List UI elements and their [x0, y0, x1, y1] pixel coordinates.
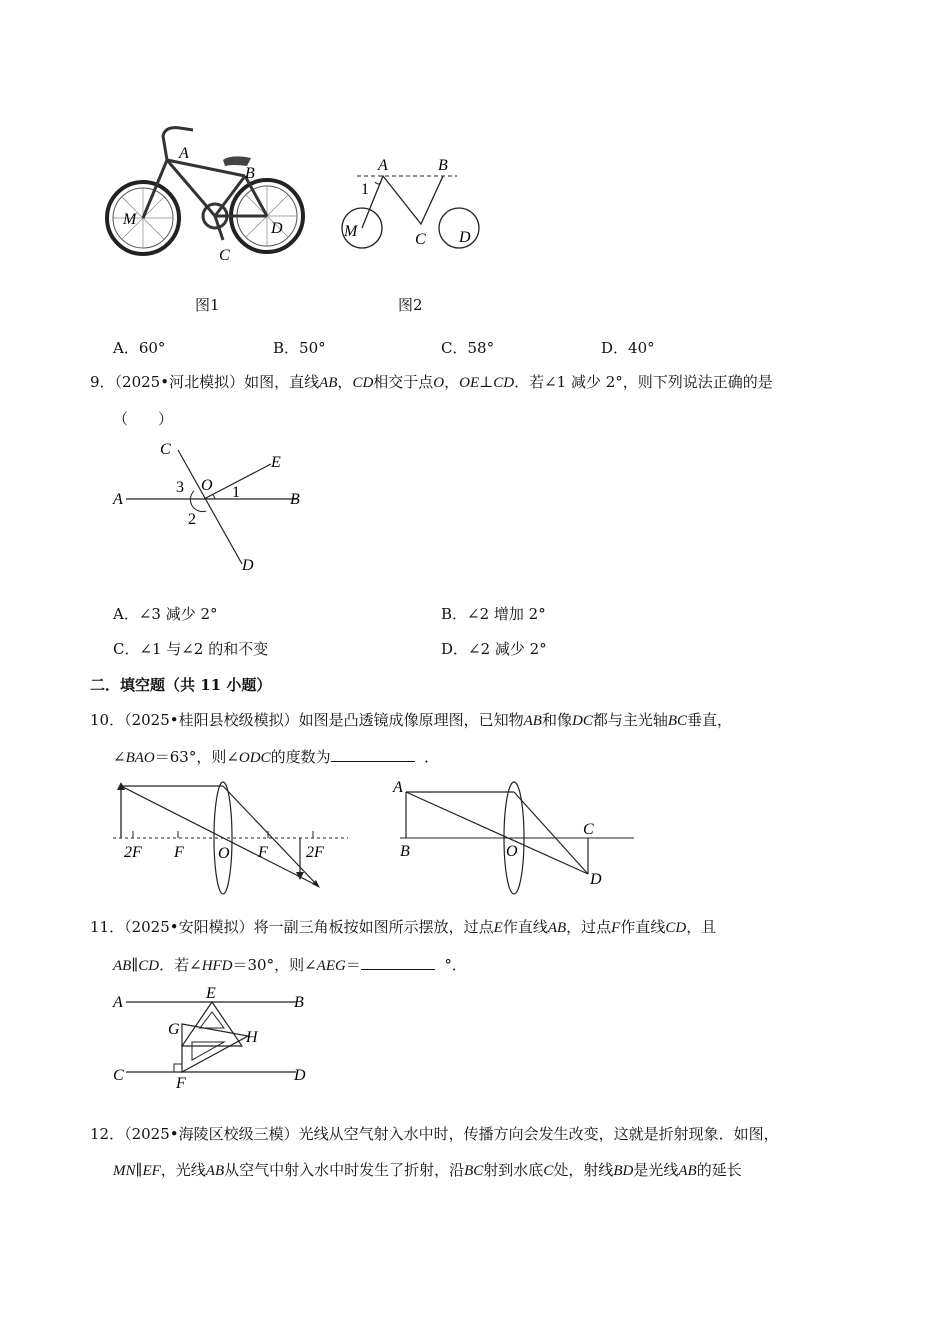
q9-option-b[interactable]: B．∠2 增加 2° — [441, 605, 546, 623]
q10-lens-figure-left — [108, 778, 353, 896]
q9-label-2: 2 — [188, 511, 196, 528]
fig2-label-m: M — [344, 223, 358, 240]
q11-label-a: A — [113, 994, 123, 1011]
q10-right-label-a: A — [393, 779, 403, 796]
q11-stem: 11．（2025•安阳模拟）将一副三角板按如图所示摆放，过点E作直线AB，过点F作直线CD，且 — [90, 918, 717, 936]
q11-label-e: E — [206, 985, 216, 1002]
q9-option-c[interactable]: C．∠1 与∠2 的和不变 — [113, 640, 269, 658]
fig1-label-m: M — [123, 211, 137, 228]
q9-option-d[interactable]: D．∠2 减少 2° — [441, 640, 547, 658]
q10-answer-blank[interactable] — [331, 747, 415, 762]
q11-stem-line2: AB∥CD．若∠HFD＝30°，则∠AEG＝ °． — [113, 956, 467, 974]
q11-triangle-figure — [108, 984, 318, 1090]
q9-label-1: 1 — [232, 484, 240, 501]
q10-stem: 10．（2025•桂阳县校级模拟）如图是凸透镜成像原理图，已知物AB和像DC都与主光轴BC垂直， — [90, 711, 733, 729]
q9-label-3: 3 — [176, 479, 184, 496]
q11-label-c: C — [113, 1067, 124, 1084]
fig2-label-a: A — [378, 157, 388, 174]
q11-label-h: H — [246, 1029, 258, 1046]
q10-stem-line2: ∠BAO＝63°，则∠ODC的度数为 ． — [113, 748, 440, 766]
q10-right-label-d: D — [590, 871, 602, 888]
q10-left-label-f2: F — [258, 844, 268, 861]
q10-lens-figure-right — [388, 774, 638, 896]
q10-left-label-2f2: 2F — [306, 844, 324, 861]
q11-label-b: B — [294, 994, 304, 1011]
q9-figure — [108, 436, 318, 576]
q10-left-label-f: F — [174, 844, 184, 861]
q10-right-label-o: O — [506, 843, 518, 860]
q9-label-a: A — [113, 491, 123, 508]
q9-stem: 9．（2025•河北模拟）如图，直线AB，CD相交于点O，OE⊥CD．若∠1 减少 2°，则下列说法正确的是 — [90, 373, 773, 391]
section-title-fill-in: 二．填空题（共 11 小题） — [90, 676, 272, 694]
q8-option-a[interactable]: A．60° — [113, 339, 166, 357]
fig1-caption: 图1 — [195, 296, 220, 314]
q11-answer-blank[interactable] — [361, 955, 435, 970]
q11-label-f: F — [176, 1075, 186, 1090]
fig2-label-c: C — [415, 231, 426, 248]
q12-stem-line2: MN∥EF，光线AB从空气中射入水中时发生了折射，沿BC射到水底C处，射线BD是光线AB的延长 — [113, 1161, 742, 1179]
fig2-label-angle1: 1 — [361, 181, 369, 198]
q9-answer-paren: （ ） — [113, 410, 174, 428]
q8-option-b[interactable]: B．50° — [273, 339, 326, 357]
fig2-caption: 图2 — [398, 296, 423, 314]
q10-right-label-c: C — [583, 821, 594, 838]
q9-label-d: D — [242, 557, 254, 574]
q10-left-label-2f: 2F — [124, 844, 142, 861]
q11-label-d: D — [294, 1067, 306, 1084]
q8-option-c[interactable]: C．58° — [441, 339, 495, 357]
q9-option-a[interactable]: A．∠3 减少 2° — [113, 605, 218, 623]
q9-label-e: E — [271, 454, 281, 471]
bicycle-figure — [105, 118, 315, 268]
fig1-label-d: D — [271, 220, 283, 237]
fig1-label-c: C — [219, 247, 230, 264]
fig1-label-a: A — [179, 145, 189, 162]
q10-left-label-o: O — [218, 845, 230, 862]
q11-label-g: G — [168, 1021, 180, 1038]
fig2-label-d: D — [459, 229, 471, 246]
q9-label-b: B — [290, 491, 300, 508]
q8-option-d[interactable]: D．40° — [601, 339, 655, 357]
q12-stem: 12．（2025•海陵区校级三模）光线从空气射入水中时，传播方向会发生改变，这就是折射现象．如图， — [90, 1125, 779, 1143]
bicycle-diagram — [335, 152, 485, 252]
q9-label-c: C — [160, 441, 171, 458]
q9-label-o: O — [201, 477, 213, 494]
fig1-label-b: B — [245, 165, 255, 182]
fig2-label-b: B — [438, 157, 448, 174]
q10-right-label-b: B — [400, 843, 410, 860]
